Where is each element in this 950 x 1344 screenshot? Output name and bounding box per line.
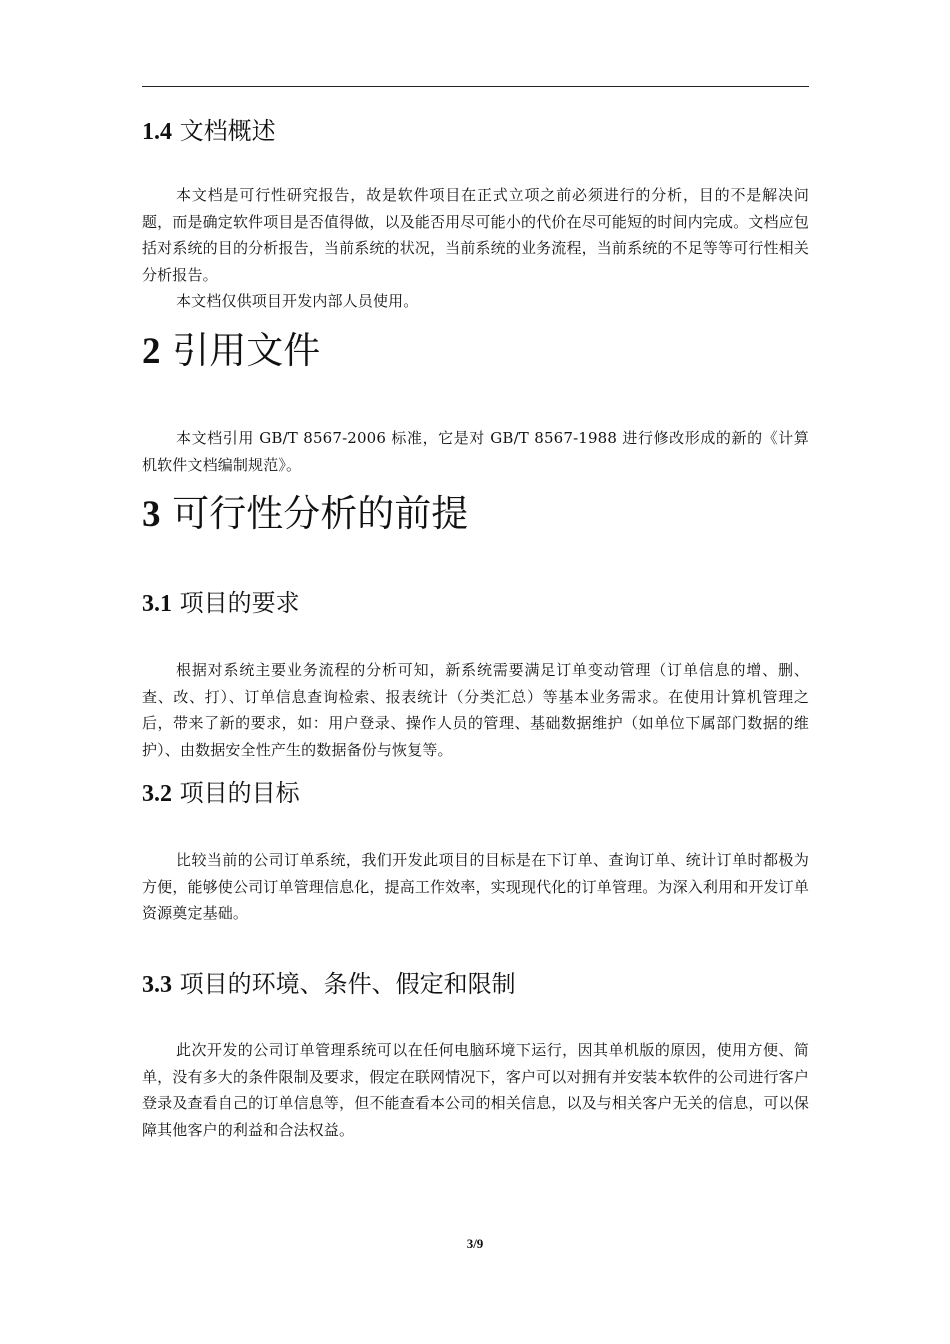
heading-number: 3.2 — [142, 781, 172, 807]
heading-title: 项目的环境、条件、假定和限制 — [179, 970, 516, 998]
heading-1-4 — [142, 116, 809, 147]
heading-3-1 — [142, 588, 809, 619]
heading-3 — [142, 492, 809, 537]
heading-title: 项目的目标 — [179, 779, 300, 807]
header-rule — [142, 86, 809, 87]
paragraph-goals: 比较当前的公司订单系统，我们开发此项目的目标是在下订单、查询订单、统计订单时都极为方便，能够使公司订单管理信息化，提高工作效率，实现现代化的订单管理。为深入利用和开发订单资源奠定基础。 — [142, 851, 809, 922]
paragraph-requirements: 根据对系统主要业务流程的分析可知，新系统需要满足订单变动管理（订单信息的增、删、查、改、打）、订单信息查询检索、报表统计（分类汇总）等基本业务需求。在使用计算机管理之后，带来了新的要求，如：用户登录、操作人员的管理、基础数据维护（如单位下属部门数据的维护）、由数据安全性产生的数据备份与恢复等。 — [142, 661, 809, 759]
heading-title: 文档概述 — [179, 117, 276, 145]
heading-number: 3.1 — [142, 591, 172, 617]
heading-3-3 — [142, 969, 809, 1000]
page-number: 3/9 — [466, 1236, 484, 1251]
heading-number: 2 — [142, 331, 161, 372]
heading-3-2 — [142, 778, 809, 809]
heading-number: 1.4 — [142, 119, 172, 145]
paragraph-usage: 本文档仅供项目开发内部人员使用。 — [176, 292, 419, 310]
heading-number: 3 — [142, 494, 161, 535]
heading-number: 3.3 — [142, 972, 172, 998]
paragraph-environment: 此次开发的公司订单管理系统可以在任何电脑环境下运行，因其单机版的原因，使用方便、简单，没有多大的条件限制及要求，假定在联网情况下，客户可以对拥有并安装本软件的公司进行客户登录及查看自己的订单信息等，但不能查看本公司的相关信息，以及与相关客户无关的信息，可以保障其他客户的利益和合法权益。 — [142, 1041, 809, 1139]
heading-2 — [142, 329, 809, 374]
heading-title: 引用文件 — [172, 329, 321, 372]
heading-title: 项目的要求 — [179, 589, 300, 617]
heading-title: 可行性分析的前提 — [172, 492, 469, 535]
paragraph-references: 本文档引用 GB/T 8567-2006 标准，它是对 GB/T 8567-1988 进行修改形成的新的《计算机软件文档编制规范》。 — [142, 429, 809, 474]
paragraph-overview: 本文档是可行性研究报告，故是软件项目在正式立项之前必须进行的分析，目的不是解决问题，而是确定软件项目是否值得做，以及能否用尽可能小的代价在尽可能短的时间内完成。文档应包括对系统的目的分析报告，当前系统的状况，当前系统的业务流程，当前系统的不足等等可行性相关分析报告。 — [142, 186, 809, 284]
